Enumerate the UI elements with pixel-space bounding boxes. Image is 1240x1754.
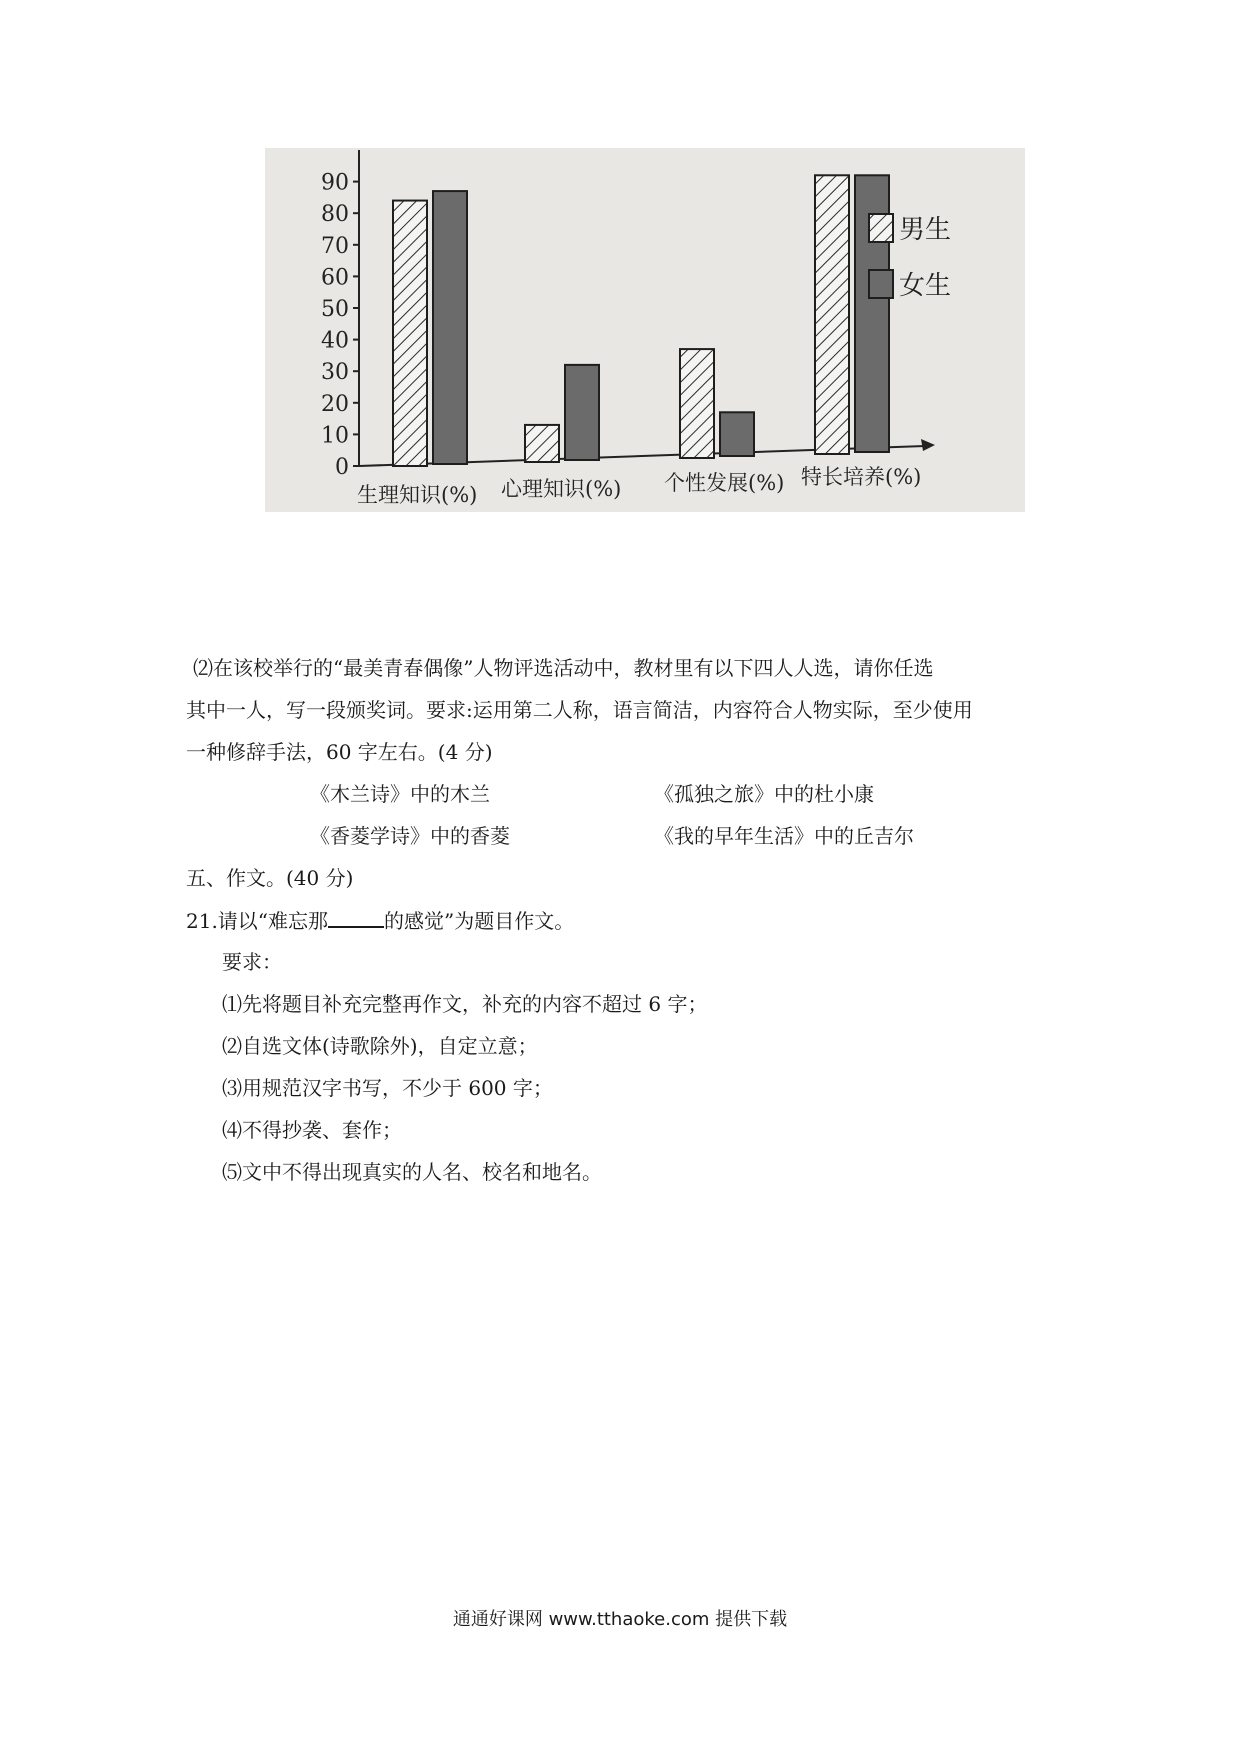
legend-label: 男生: [899, 215, 952, 245]
candidate-item: 《我的早年生活》中的丘吉尔: [654, 824, 914, 848]
question21-prefix: 21.请以“难忘那: [186, 909, 329, 933]
bar-male: [815, 175, 849, 454]
bar-female: [565, 365, 599, 460]
legend-label: 女生: [899, 271, 952, 301]
bar-male: [393, 201, 427, 466]
y-tick-label: 30: [321, 360, 349, 386]
y-tick-label: 20: [321, 391, 349, 417]
y-tick-label: 60: [321, 265, 349, 291]
fill-in-blank: [328, 906, 384, 928]
category-label: 个性发展(%): [664, 471, 785, 495]
requirement-item: ⑴先将题目补充完整再作文，补充的内容不超过 6 字；: [222, 992, 708, 1016]
candidate-item: 《孤独之旅》中的杜小康: [654, 782, 874, 806]
question2-line2: 其中一人，写一段颁奖词。要求:运用第二人称，语言简洁，内容符合人物实际，至少使用: [186, 698, 973, 722]
category-label: 心理知识(%): [501, 477, 622, 501]
x-axis-arrow: [921, 439, 935, 451]
category-label: 生理知识(%): [357, 483, 478, 507]
question21: [186, 906, 574, 935]
bar-chart-svg: [265, 148, 1025, 512]
y-tick-label: 80: [321, 202, 349, 228]
question2-line3: 一种修辞手法，60 字左右。(4 分): [186, 740, 493, 764]
category-label: 特长培养(%): [801, 465, 922, 489]
question21-suffix: 的感觉”为题目作文。: [384, 909, 575, 933]
footer-text: 通通好课网 www.tthaoke.com 提供下载: [452, 1609, 788, 1630]
question2-line1: ⑵在该校举行的“最美青春偶像”人物评选活动中，教材里有以下四人人选，请你任选: [193, 656, 934, 680]
section-title: 五、作文。(40 分): [186, 866, 354, 890]
bar-male: [680, 349, 714, 458]
candidate-item: 《木兰诗》中的木兰: [310, 782, 490, 806]
bar-female: [433, 191, 467, 464]
y-tick-label: 70: [321, 233, 349, 259]
requirements-label: 要求：: [222, 950, 282, 974]
y-tick-label: 50: [321, 297, 349, 322]
y-tick-label: 10: [321, 423, 349, 449]
y-tick-label: 0: [335, 455, 349, 480]
bar-male: [525, 425, 559, 462]
candidate-item: 《香菱学诗》中的香菱: [310, 824, 510, 848]
legend-swatch-male: [869, 214, 893, 242]
requirement-item: ⑷不得抄袭、套作；: [222, 1118, 402, 1142]
requirement-item: ⑸文中不得出现真实的人名、校名和地名。: [222, 1160, 602, 1184]
y-tick-label: 40: [321, 328, 349, 354]
requirement-item: ⑶用规范汉字书写，不少于 600 字；: [222, 1076, 553, 1100]
bar-chart: [265, 148, 1025, 512]
y-tick-label: 90: [321, 170, 349, 196]
requirement-item: ⑵自选文体(诗歌除外)，自定立意；: [222, 1034, 538, 1058]
bar-female: [720, 412, 754, 456]
legend-swatch-female: [869, 270, 893, 298]
